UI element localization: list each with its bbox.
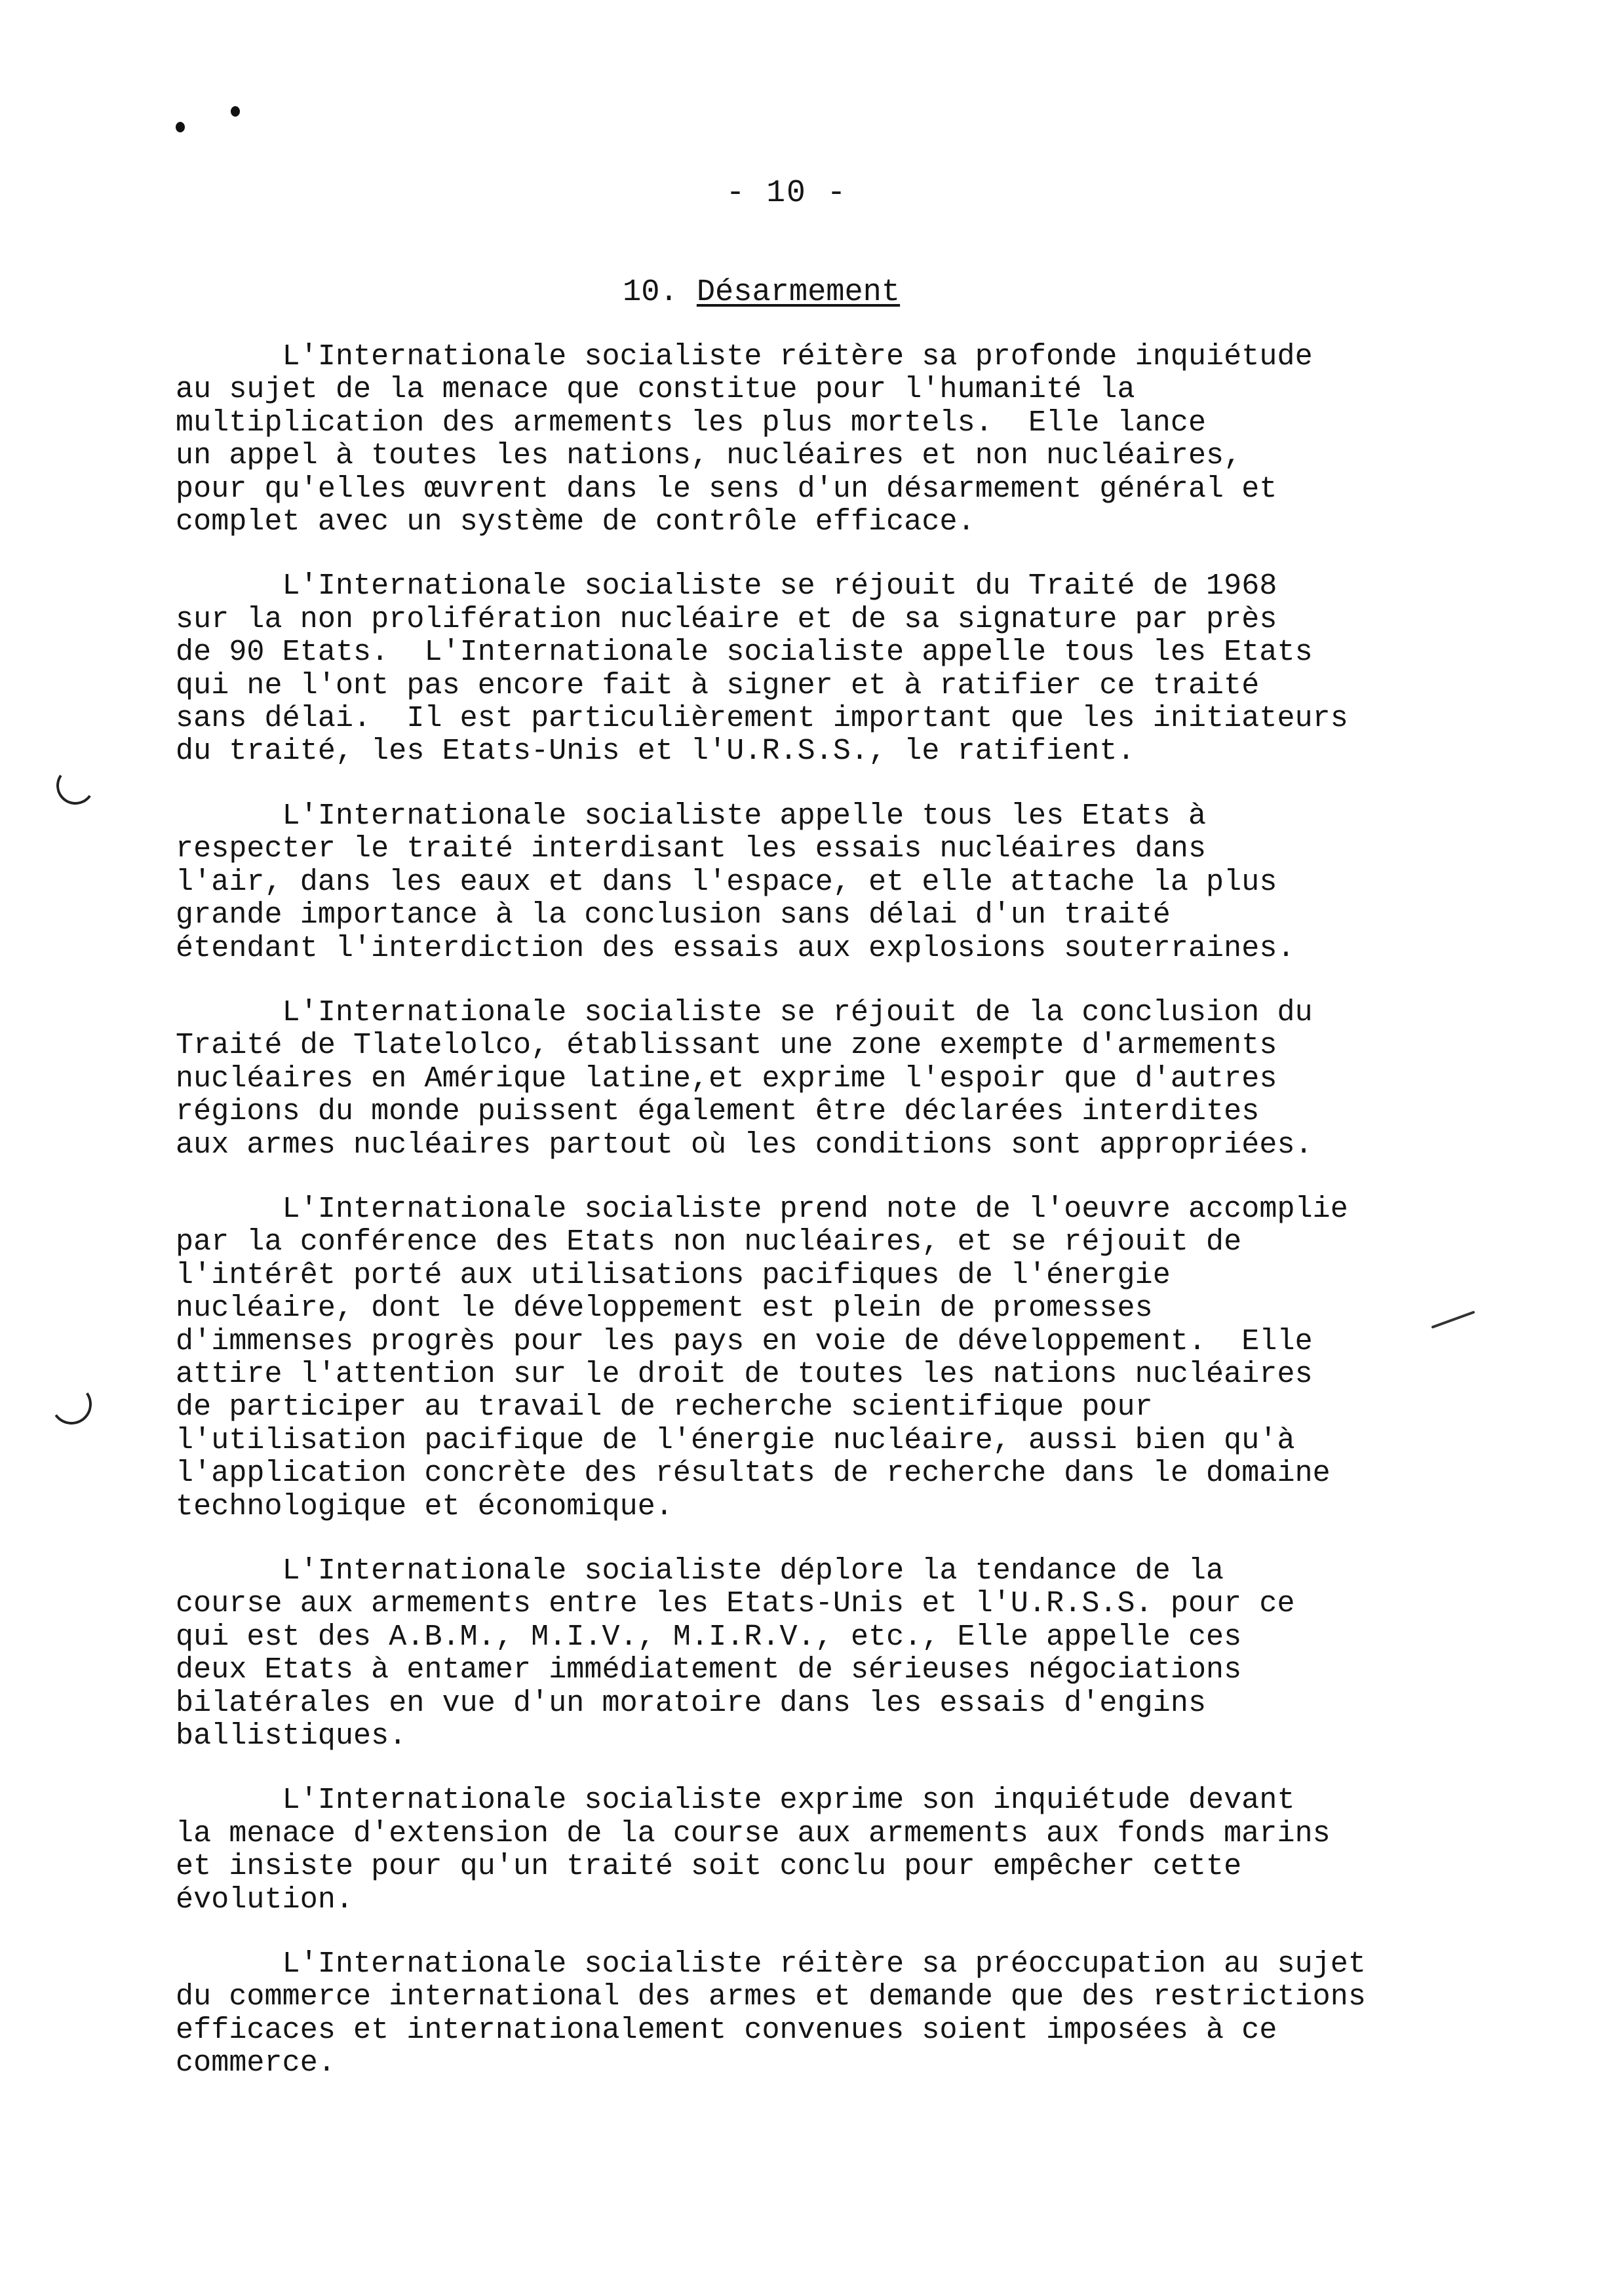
- text-line: par la conférence des Etats non nucléaires, et se réjouit de: [176, 1225, 1242, 1259]
- paragraph-npt-disarmament-concern: [176, 341, 1487, 539]
- text-line: sans délai. Il est particulièrement important que les initiateurs: [176, 702, 1348, 736]
- text-line: de 90 Etats. L'Internationale socialiste appelle tous les Etats: [176, 636, 1313, 670]
- text-line: ballistiques.: [176, 1719, 407, 1753]
- text-line: Traité de Tlatelolco, établissant une zone exempte d'armements: [176, 1029, 1277, 1063]
- section-number: 10.: [623, 275, 678, 310]
- paragraph-peaceful-nuclear-energy: [176, 1193, 1487, 1523]
- text-line: nucléaires en Amérique latine,et exprime l'espoir que d'autres: [176, 1062, 1277, 1096]
- text-line: L'Internationale socialiste réitère sa préoccupation au sujet: [176, 1947, 1366, 1981]
- text-line: course aux armements entre les Etats-Unis et l'U.R.S.S. pour ce: [176, 1587, 1295, 1621]
- text-line: du commerce international des armes et demande que des restrictions: [176, 1980, 1366, 2014]
- text-line: L'Internationale socialiste se réjouit du Traité de 1968: [176, 569, 1277, 603]
- text-line: L'Internationale socialiste exprime son inquiétude devant: [176, 1784, 1295, 1818]
- text-line: qui est des A.B.M., M.I.V., M.I.R.V., etc., Elle appelle ces: [176, 1620, 1242, 1654]
- section-heading: [623, 275, 900, 310]
- text-line: sur la non prolifération nucléaire et de sa signature par près: [176, 602, 1277, 636]
- text-line: évolution.: [176, 1883, 354, 1917]
- text-line: respecter le traité interdisant les essais nucléaires dans: [176, 832, 1207, 866]
- document-body: [176, 341, 1487, 2112]
- text-line: au sujet de la menace que constitue pour l'humanité la: [176, 373, 1135, 407]
- text-line: régions du monde puissent également être déclarées interdites: [176, 1095, 1260, 1129]
- punch-hole-mark-right: [231, 106, 240, 117]
- margin-pencil-mark-top: [53, 763, 97, 807]
- text-line: un appel à toutes les nations, nucléaires et non nucléaires,: [176, 439, 1242, 473]
- text-line: bilatérales en vue d'un moratoire dans les essais d'engins: [176, 1686, 1207, 1720]
- text-line: technologique et économique.: [176, 1489, 673, 1523]
- text-line: attire l'attention sur le droit de toutes les nations nucléaires: [176, 1357, 1313, 1391]
- text-line: grande importance à la conclusion sans délai d'un traité: [176, 898, 1171, 932]
- text-line: L'Internationale socialiste appelle tous les Etats à: [176, 799, 1207, 833]
- text-line: l'utilisation pacifique de l'énergie nucléaire, aussi bien qu'à: [176, 1423, 1295, 1457]
- margin-pencil-mark-bottom: [48, 1381, 95, 1428]
- text-line: de participer au travail de recherche scientifique pour: [176, 1390, 1153, 1425]
- text-line: l'intérêt porté aux utilisations pacifiques de l'énergie: [176, 1258, 1171, 1292]
- section-title-text: Désarmement: [696, 275, 901, 310]
- text-line: L'Internationale socialiste réitère sa profonde inquiétude: [176, 340, 1313, 373]
- paragraph-test-ban-treaty: [176, 800, 1487, 965]
- text-line: multiplication des armements les plus mortels. Elle lance: [176, 406, 1207, 440]
- text-line: L'Internationale socialiste déplore la tendance de la: [176, 1554, 1224, 1588]
- paragraph-npt-treaty: [176, 570, 1487, 768]
- text-line: pour qu'elles œuvrent dans le sens d'un désarmement général et: [176, 472, 1277, 506]
- text-line: qui ne l'ont pas encore fait à signer et à ratifier ce traité: [176, 668, 1260, 702]
- text-line: commerce.: [176, 2046, 336, 2080]
- text-line: l'air, dans les eaux et dans l'espace, et elle attache la plus: [176, 865, 1277, 899]
- text-line: la menace d'extension de la course aux armements aux fonds marins: [176, 1816, 1331, 1850]
- text-line: du traité, les Etats-Unis et l'U.R.S.S., le ratifient.: [176, 735, 1135, 769]
- punch-hole-mark-left: [176, 122, 185, 132]
- page-number: - 10 -: [726, 176, 847, 211]
- text-line: d'immenses progrès pour les pays en voie de développement. Elle: [176, 1324, 1313, 1358]
- text-line: complet avec un système de contrôle efficace.: [176, 505, 975, 539]
- paragraph-tlatelolco-treaty: [176, 997, 1487, 1162]
- text-line: aux armes nucléaires partout où les conditions sont appropriées.: [176, 1128, 1313, 1162]
- text-line: deux Etats à entamer immédiatement de sérieuses négociations: [176, 1653, 1242, 1687]
- text-line: efficaces et internationalement convenues soient imposées à ce: [176, 2013, 1277, 2047]
- text-line: et insiste pour qu'un traité soit conclu pour empêcher cette: [176, 1850, 1242, 1884]
- text-line: nucléaire, dont le développement est plein de promesses: [176, 1292, 1153, 1326]
- text-line: étendant l'interdiction des essais aux explosions souterraines.: [176, 931, 1295, 965]
- text-line: L'Internationale socialiste se réjouit de la conclusion du: [176, 995, 1313, 1029]
- text-line: l'application concrète des résultats de recherche dans le domaine: [176, 1457, 1331, 1491]
- paragraph-arms-race: [176, 1555, 1487, 1753]
- text-line: L'Internationale socialiste prend note de l'oeuvre accomplie: [176, 1192, 1348, 1226]
- paragraph-seabed-arms: [176, 1784, 1487, 1917]
- paragraph-arms-trade: [176, 1948, 1487, 2080]
